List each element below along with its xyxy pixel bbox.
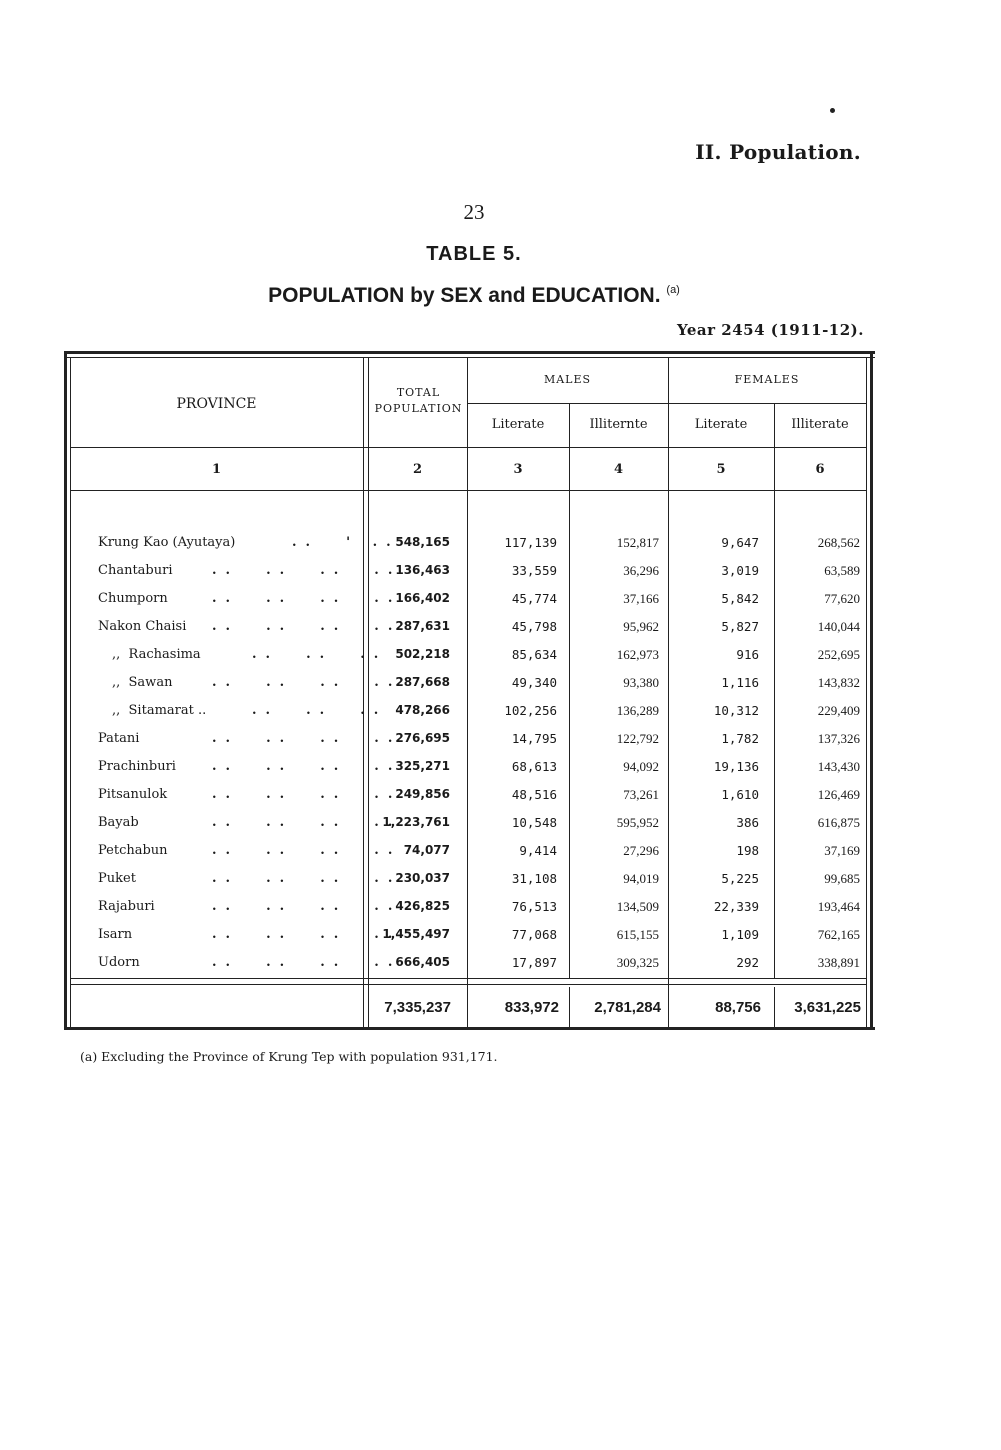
- females-literate: 19,136: [713, 759, 759, 774]
- section-heading: II. Population.: [695, 140, 861, 164]
- totals-row: [64, 999, 875, 1027]
- total-population: 230,037: [395, 871, 450, 885]
- header-males-illiterate: Illiternte: [589, 417, 648, 432]
- column-number-rule: [70, 490, 867, 491]
- table-bottom-border: [64, 1027, 875, 1030]
- dot-leader: .. .. .. ..: [212, 591, 402, 606]
- males-illiterate: 595,952: [616, 815, 659, 830]
- population-table: [64, 351, 875, 1032]
- males-literate: 45,798: [511, 619, 557, 634]
- table-row: [64, 815, 875, 843]
- province-name: ,, Sawan: [112, 675, 173, 690]
- total-population: 548,165: [395, 535, 450, 549]
- dot-leader: .. .. ..: [252, 647, 388, 662]
- total-population: 1,455,497: [382, 927, 450, 941]
- females-literate: 1,116: [721, 675, 759, 690]
- totals-rule: [70, 984, 867, 985]
- males-literate: 48,516: [511, 787, 557, 802]
- province-name: ,, Rachasima: [112, 647, 201, 662]
- females-illiterate: 252,695: [817, 647, 860, 662]
- table-row: [64, 927, 875, 955]
- header-males: MALES: [543, 373, 592, 386]
- table-row: [64, 843, 875, 871]
- males-literate: 76,513: [511, 899, 557, 914]
- table-title: [0, 284, 948, 308]
- dot-leader: .. .. .. ..: [212, 563, 402, 578]
- table-number: TABLE 5.: [426, 243, 522, 265]
- males-illiterate: 93,380: [623, 675, 659, 690]
- grand-total-males-literate: 833,972: [504, 999, 559, 1016]
- dot-leader: .. .. .. ..: [212, 759, 402, 774]
- dot-leader: .. .. ..: [252, 703, 388, 718]
- females-illiterate: 762,165: [817, 927, 860, 942]
- table-row: [64, 731, 875, 759]
- province-name: Bayab: [98, 815, 139, 830]
- province-name: Prachinburi: [98, 759, 176, 774]
- table-top-inner-border: [64, 357, 875, 358]
- total-population: 249,856: [395, 787, 450, 801]
- total-population: 136,463: [395, 563, 450, 577]
- province-name: Patani: [98, 731, 140, 746]
- header-females: FEMALES: [734, 373, 800, 386]
- column-number: 1: [211, 462, 222, 477]
- females-illiterate: 99,685: [824, 871, 860, 886]
- column-number: 3: [513, 462, 523, 477]
- total-population: 287,668: [395, 675, 450, 689]
- table-row: [64, 675, 875, 703]
- males-illiterate: 136,289: [616, 703, 659, 718]
- title-footnote-marker: (a): [666, 284, 680, 296]
- males-illiterate: 94,092: [623, 759, 659, 774]
- page-number: 23: [463, 200, 485, 224]
- males-literate: 10,548: [511, 815, 557, 830]
- column-number: 6: [815, 462, 825, 477]
- males-illiterate: 162,973: [616, 647, 659, 662]
- total-population: 166,402: [395, 591, 450, 605]
- table-row: [64, 955, 875, 983]
- males-illiterate: 73,261: [623, 787, 659, 802]
- total-population: 666,405: [395, 955, 450, 969]
- grand-total-females-literate: 88,756: [715, 999, 761, 1016]
- females-literate: 9,647: [721, 535, 759, 550]
- males-illiterate: 37,166: [623, 591, 659, 606]
- province-name: Petchabun: [98, 843, 168, 858]
- males-illiterate: 152,817: [616, 535, 659, 550]
- province-name: Chumporn: [98, 591, 168, 606]
- dot-leader: .. .. .. ..: [212, 787, 402, 802]
- dot-leader: .. .. .. ..: [212, 899, 402, 914]
- females-literate: 3,019: [721, 563, 759, 578]
- males-literate: 17,897: [511, 955, 557, 970]
- total-population: 74,077: [403, 843, 450, 857]
- females-illiterate: 143,430: [817, 759, 860, 774]
- males-literate: 31,108: [511, 871, 557, 886]
- group-header-rule: [467, 403, 867, 404]
- province-name: Chantaburi: [98, 563, 173, 578]
- males-illiterate: 94,019: [623, 871, 659, 886]
- table-top-border: [64, 351, 875, 354]
- table-row: [64, 563, 875, 591]
- males-literate: 85,634: [511, 647, 557, 662]
- province-name: Pitsanulok: [98, 787, 168, 802]
- ink-speck: [830, 108, 835, 113]
- total-population: 1,223,761: [382, 815, 450, 829]
- grand-total-males-illiterate: 2,781,284: [594, 999, 661, 1016]
- table-title-text: POPULATION by SEX and EDUCATION.: [268, 284, 661, 307]
- males-illiterate: 36,296: [623, 563, 659, 578]
- header-males-literate: Literate: [491, 417, 545, 432]
- header-rule: [70, 447, 867, 448]
- column-number: 2: [412, 462, 423, 477]
- table-row: [64, 759, 875, 787]
- females-illiterate: 143,832: [817, 675, 860, 690]
- dot-leader: .. .. .. ..: [212, 871, 402, 886]
- males-literate: 102,256: [504, 703, 557, 718]
- females-literate: 5,842: [721, 591, 759, 606]
- males-literate: 49,340: [511, 675, 557, 690]
- males-illiterate: 27,296: [623, 843, 659, 858]
- females-literate: 292: [736, 955, 759, 970]
- table-row: [64, 787, 875, 815]
- dot-leader: .. ' ..: [292, 535, 400, 550]
- header-females-literate: Literate: [694, 417, 748, 432]
- grand-total-population: 7,335,237: [384, 999, 451, 1016]
- footnote: (a) Excluding the Province of Krung Tep with population 931,171.: [80, 1049, 498, 1064]
- year-label: Year 2454 (1911-12).: [676, 321, 864, 339]
- table-row: [64, 647, 875, 675]
- column-number: 4: [613, 462, 624, 477]
- header-province: PROVINCE: [176, 396, 257, 412]
- males-illiterate: 95,962: [623, 619, 659, 634]
- males-literate: 117,139: [504, 535, 557, 550]
- total-population: 502,218: [395, 647, 450, 661]
- females-literate: 5,225: [721, 871, 759, 886]
- females-illiterate: 37,169: [824, 843, 860, 858]
- females-illiterate: 137,326: [817, 731, 860, 746]
- table-row: [64, 871, 875, 899]
- males-illiterate: 134,509: [616, 899, 659, 914]
- females-illiterate: 63,589: [824, 563, 860, 578]
- province-name: Puket: [98, 871, 136, 886]
- total-population: 325,271: [395, 759, 450, 773]
- table-row: [64, 619, 875, 647]
- total-population: 276,695: [395, 731, 450, 745]
- dot-leader: .. .. .. ..: [212, 955, 402, 970]
- header-total-population: TOTAL POPULATION: [374, 386, 463, 415]
- females-illiterate: 193,464: [817, 899, 860, 914]
- table-row: [64, 535, 875, 563]
- males-literate: 9,414: [519, 843, 557, 858]
- province-name: Isarn: [98, 927, 133, 942]
- females-illiterate: 77,620: [824, 591, 860, 606]
- females-literate: 1,109: [721, 927, 759, 942]
- males-illiterate: 309,325: [616, 955, 659, 970]
- females-literate: 1,782: [721, 731, 759, 746]
- dot-leader: .. .. .. ..: [212, 843, 402, 858]
- females-illiterate: 126,469: [817, 787, 860, 802]
- province-name: Nakon Chaisi: [98, 619, 187, 634]
- total-population: 426,825: [395, 899, 450, 913]
- dot-leader: .. .. .. ..: [212, 927, 402, 942]
- dot-leader: .. .. .. ..: [212, 619, 402, 634]
- dot-leader: .. .. .. ..: [212, 815, 402, 830]
- females-literate: 10,312: [713, 703, 759, 718]
- females-illiterate: 268,562: [817, 535, 860, 550]
- females-illiterate: 338,891: [817, 955, 860, 970]
- province-name: Rajaburi: [98, 899, 155, 914]
- females-literate: 198: [736, 843, 759, 858]
- table-row: [64, 703, 875, 731]
- females-illiterate: 229,409: [817, 703, 860, 718]
- females-illiterate: 140,044: [817, 619, 860, 634]
- column-number: 5: [716, 462, 726, 477]
- header-females-illiterate: Illiterate: [791, 417, 849, 432]
- males-literate: 33,559: [511, 563, 557, 578]
- males-literate: 14,795: [511, 731, 557, 746]
- females-literate: 22,339: [713, 899, 759, 914]
- males-literate: 77,068: [511, 927, 557, 942]
- table-row: [64, 591, 875, 619]
- dot-leader: .. .. .. ..: [212, 731, 402, 746]
- females-literate: 5,827: [721, 619, 759, 634]
- females-literate: 916: [736, 647, 759, 662]
- males-literate: 68,613: [511, 759, 557, 774]
- table-row: [64, 899, 875, 927]
- females-literate: 1,610: [721, 787, 759, 802]
- dot-leader: .. .. .. ..: [212, 675, 402, 690]
- males-illiterate: 615,155: [616, 927, 659, 942]
- total-population: 287,631: [395, 619, 450, 633]
- grand-total-females-illiterate: 3,631,225: [794, 999, 861, 1016]
- females-literate: 386: [736, 815, 759, 830]
- males-literate: 45,774: [511, 591, 557, 606]
- province-name: Krung Kao (Ayutaya): [98, 535, 236, 550]
- total-population: 478,266: [395, 703, 450, 717]
- province-name: ,, Sitamarat ..: [112, 703, 207, 718]
- females-illiterate: 616,875: [817, 815, 860, 830]
- province-name: Udorn: [98, 955, 140, 970]
- males-illiterate: 122,792: [616, 731, 659, 746]
